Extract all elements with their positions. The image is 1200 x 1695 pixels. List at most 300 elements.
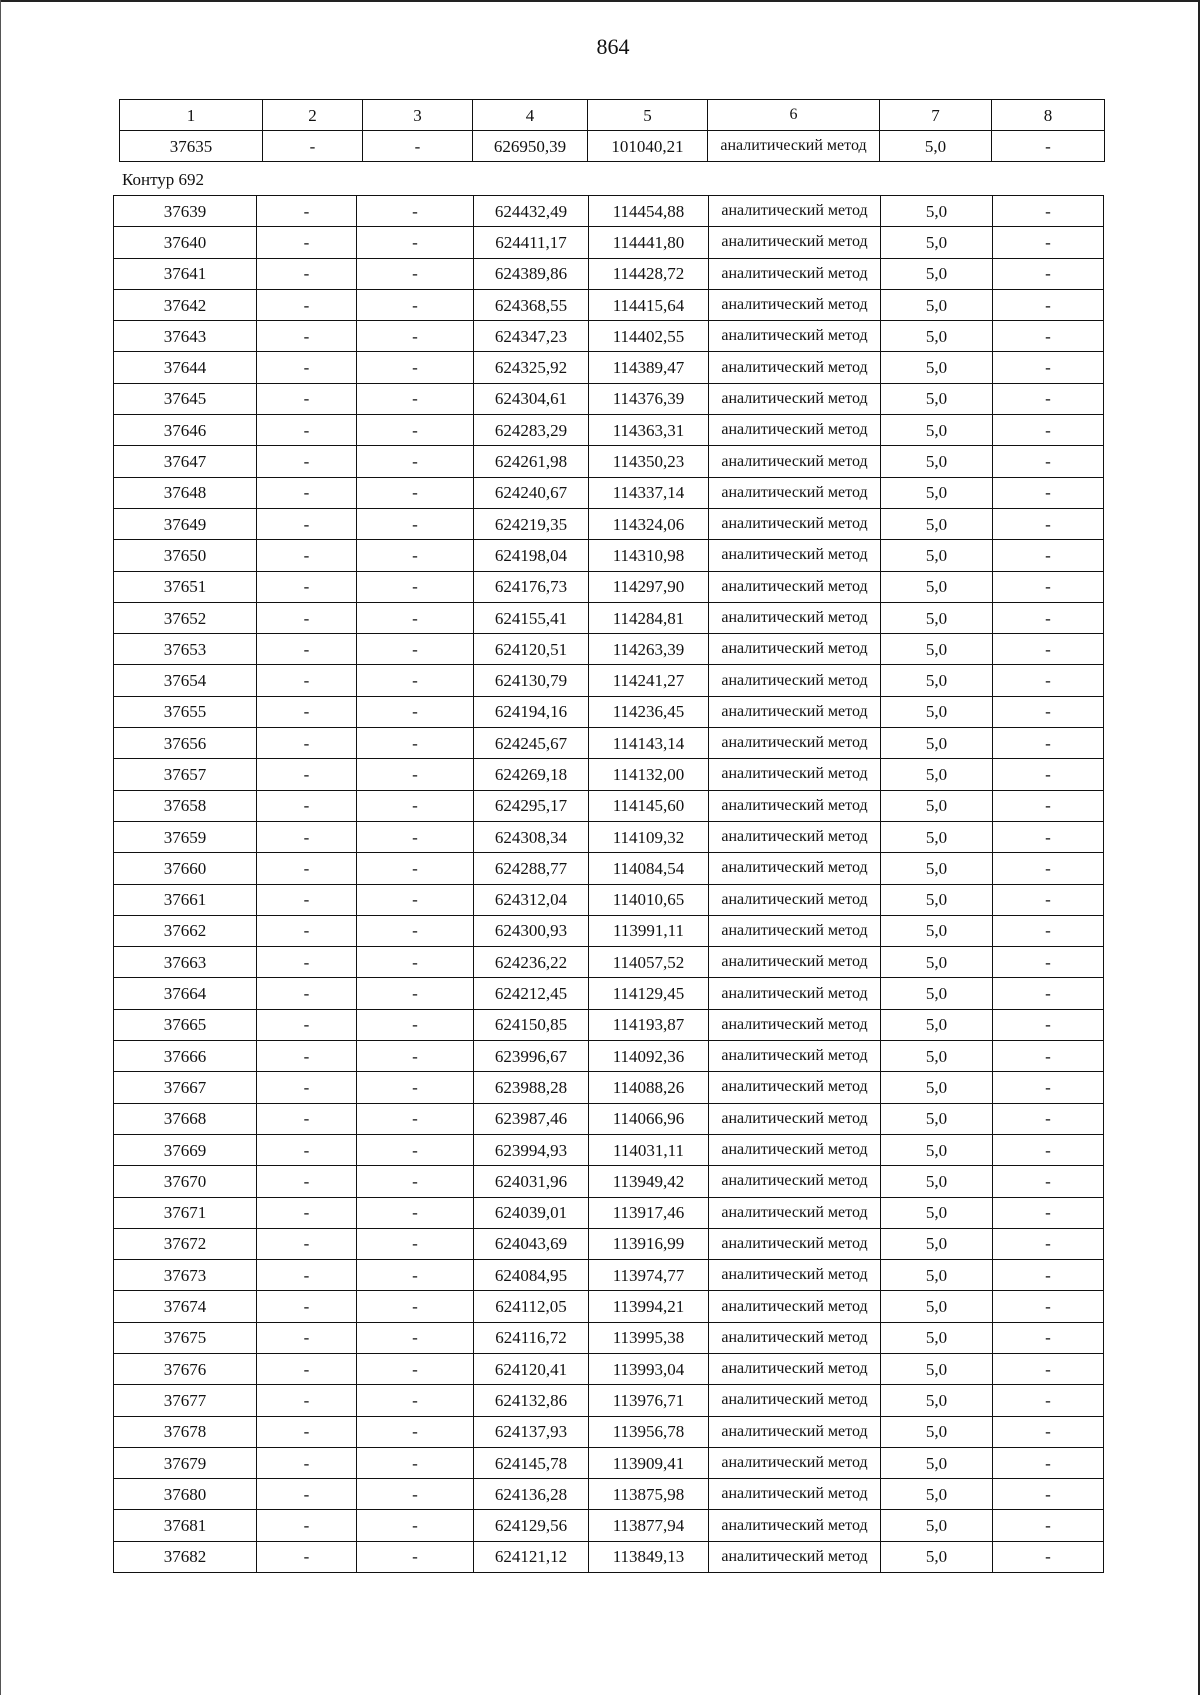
- table-cell-col8: -: [993, 1479, 1104, 1510]
- table-row: [114, 508, 1104, 539]
- table-cell-col4: 624269,18: [474, 759, 589, 790]
- table-cell-col7: 5,0: [881, 571, 993, 602]
- table-cell-col4: 624368,55: [474, 289, 589, 320]
- table-cell-col4: 624198,04: [474, 540, 589, 571]
- table-cell-col2: -: [257, 571, 357, 602]
- table-cell-col5: 114241,27: [589, 665, 709, 696]
- table-cell-col8: -: [993, 1322, 1104, 1353]
- table-cell-col4: 624389,86: [474, 258, 589, 289]
- table-row: [114, 728, 1104, 759]
- table-cell-col6: аналитический метод: [709, 1322, 881, 1353]
- table-cell-col2: -: [257, 289, 357, 320]
- table-cell-col2: -: [257, 696, 357, 727]
- table-cell-col4: 624031,96: [474, 1166, 589, 1197]
- table-cell-col8: -: [993, 1385, 1104, 1416]
- table-cell-col3: -: [357, 415, 474, 446]
- table-cell-col5: 114337,14: [589, 477, 709, 508]
- table-cell-col6: аналитический метод: [709, 821, 881, 852]
- table-cell-col3: -: [357, 1416, 474, 1447]
- table-cell-col6: аналитический метод: [709, 321, 881, 352]
- table-cell-col1: 37665: [114, 1009, 257, 1040]
- table-cell-col6: аналитический метод: [709, 884, 881, 915]
- table-cell-col5: 114454,88: [589, 196, 709, 227]
- table-cell-col5: 114066,96: [589, 1103, 709, 1134]
- table-cell-col1: 37679: [114, 1447, 257, 1478]
- table-cell-col8: -: [993, 884, 1104, 915]
- table-cell-col3: -: [357, 1322, 474, 1353]
- table-cell-col8: -: [993, 477, 1104, 508]
- table-row: [114, 947, 1104, 978]
- table-cell-col5: 114010,65: [589, 884, 709, 915]
- coordinates-table: [113, 195, 1104, 1573]
- table-cell-col4: 626950,39: [473, 131, 588, 162]
- table-cell-col6: аналитический метод: [709, 446, 881, 477]
- table-cell-col6: аналитический метод: [709, 289, 881, 320]
- table-cell-col3: -: [357, 383, 474, 414]
- table-cell-col7: 7: [880, 100, 992, 131]
- table-row: [114, 352, 1104, 383]
- table-cell-col5: 114310,98: [589, 540, 709, 571]
- table-cell-col2: -: [257, 196, 357, 227]
- table-cell-col2: -: [257, 665, 357, 696]
- table-cell-col6: аналитический метод: [709, 477, 881, 508]
- table-cell-col6: аналитический метод: [709, 602, 881, 633]
- table-cell-col7: 5,0: [881, 540, 993, 571]
- table-cell-col4: 624283,29: [474, 415, 589, 446]
- table-cell-col8: -: [993, 665, 1104, 696]
- table-cell-col1: 37647: [114, 446, 257, 477]
- table-row: [114, 1353, 1104, 1384]
- table-cell-col5: 114236,45: [589, 696, 709, 727]
- table-cell-col2: -: [263, 131, 363, 162]
- table-cell-col6: аналитический метод: [709, 1166, 881, 1197]
- table-cell-col6: аналитический метод: [709, 508, 881, 539]
- table-cell-col1: 37668: [114, 1103, 257, 1134]
- table-row: [114, 1479, 1104, 1510]
- table-cell-col5: 114402,55: [589, 321, 709, 352]
- table-cell-col5: 114297,90: [589, 571, 709, 602]
- table-cell-col5: 5: [588, 100, 708, 131]
- table-cell-col2: -: [257, 1260, 357, 1291]
- table-row: [114, 1072, 1104, 1103]
- table-cell-col2: -: [257, 446, 357, 477]
- table-row: [114, 540, 1104, 571]
- table-cell-col7: 5,0: [881, 1072, 993, 1103]
- table-cell-col7: 5,0: [881, 1166, 993, 1197]
- table-cell-col6: 6: [708, 100, 880, 131]
- table-cell-col7: 5,0: [880, 131, 992, 162]
- table-cell-col7: 5,0: [881, 1447, 993, 1478]
- table-cell-col1: 37645: [114, 383, 257, 414]
- table-row: [114, 1322, 1104, 1353]
- table-row: [114, 1447, 1104, 1478]
- table-cell-col3: -: [357, 728, 474, 759]
- table-cell-col5: 113875,98: [589, 1479, 709, 1510]
- table-cell-col1: 37660: [114, 853, 257, 884]
- table-cell-col1: 37663: [114, 947, 257, 978]
- table-cell-col8: -: [993, 1041, 1104, 1072]
- table-row: [114, 1134, 1104, 1165]
- table-cell-col2: -: [257, 1072, 357, 1103]
- table-cell-col7: 5,0: [881, 321, 993, 352]
- table-cell-col1: 37681: [114, 1510, 257, 1541]
- table-cell-col2: -: [257, 227, 357, 258]
- table-cell-col1: 37646: [114, 415, 257, 446]
- table-cell-col2: -: [257, 1197, 357, 1228]
- table-row: [114, 1041, 1104, 1072]
- table-cell-col1: 37651: [114, 571, 257, 602]
- table-row: [114, 1385, 1104, 1416]
- table-cell-col3: -: [357, 258, 474, 289]
- table-cell-col8: -: [993, 540, 1104, 571]
- table-cell-col5: 114129,45: [589, 978, 709, 1009]
- table-cell-col2: -: [257, 1041, 357, 1072]
- table-cell-col8: -: [993, 1228, 1104, 1259]
- table-cell-col4: 624112,05: [474, 1291, 589, 1322]
- table-cell-col7: 5,0: [881, 1479, 993, 1510]
- table-cell-col3: -: [357, 352, 474, 383]
- table-cell-col7: 5,0: [881, 1291, 993, 1322]
- table-cell-col2: -: [257, 415, 357, 446]
- table-cell-col2: -: [257, 1228, 357, 1259]
- table-cell-col8: -: [993, 759, 1104, 790]
- table-row: [114, 602, 1104, 633]
- scan-border-left: [0, 0, 1, 1695]
- table-cell-col4: 624130,79: [474, 665, 589, 696]
- table-cell-col3: -: [357, 1353, 474, 1384]
- table-cell-col5: 113949,42: [589, 1166, 709, 1197]
- table-cell-col3: -: [357, 853, 474, 884]
- table-cell-col1: 37669: [114, 1134, 257, 1165]
- table-cell-col5: 114109,32: [589, 821, 709, 852]
- table-cell-col7: 5,0: [881, 821, 993, 852]
- table-cell-col6: аналитический метод: [709, 1197, 881, 1228]
- table-cell-col4: 624304,61: [474, 383, 589, 414]
- table-cell-col3: -: [357, 1134, 474, 1165]
- table-cell-col7: 5,0: [881, 696, 993, 727]
- table-cell-col8: -: [993, 571, 1104, 602]
- table-cell-col3: -: [357, 1166, 474, 1197]
- table-cell-col7: 5,0: [881, 227, 993, 258]
- table-cell-col7: 5,0: [881, 196, 993, 227]
- table-cell-col4: 624039,01: [474, 1197, 589, 1228]
- table-cell-col7: 5,0: [881, 978, 993, 1009]
- table-cell-col2: -: [257, 477, 357, 508]
- table-cell-col1: 37661: [114, 884, 257, 915]
- table-cell-col6: аналитический метод: [709, 1041, 881, 1072]
- table-cell-col6: аналитический метод: [709, 1103, 881, 1134]
- table-cell-col6: аналитический метод: [709, 1353, 881, 1384]
- table-cell-col5: 114143,14: [589, 728, 709, 759]
- table-cell-col7: 5,0: [881, 884, 993, 915]
- table-cell-col2: -: [257, 1353, 357, 1384]
- table-row: [114, 1228, 1104, 1259]
- table-cell-col7: 5,0: [881, 1385, 993, 1416]
- table-cell-col5: 114363,31: [589, 415, 709, 446]
- table-row: [114, 821, 1104, 852]
- table-cell-col6: аналитический метод: [709, 1510, 881, 1541]
- table-cell-col8: -: [993, 196, 1104, 227]
- table-cell-col3: -: [357, 1291, 474, 1322]
- table-cell-col5: 113909,41: [589, 1447, 709, 1478]
- table-cell-col4: 624347,23: [474, 321, 589, 352]
- table-cell-col4: 624240,67: [474, 477, 589, 508]
- table-cell-col3: -: [357, 1479, 474, 1510]
- table-cell-col4: 624432,49: [474, 196, 589, 227]
- table-row: [114, 571, 1104, 602]
- table-cell-col2: -: [257, 853, 357, 884]
- table-cell-col8: -: [993, 1541, 1104, 1572]
- table-row: [114, 790, 1104, 821]
- table-cell-col7: 5,0: [881, 1197, 993, 1228]
- table-cell-col3: -: [357, 1385, 474, 1416]
- table-cell-col8: -: [993, 1197, 1104, 1228]
- table-cell-col4: 624236,22: [474, 947, 589, 978]
- table-cell-col2: -: [257, 1541, 357, 1572]
- table-row: [114, 1541, 1104, 1572]
- table-cell-col2: -: [257, 1416, 357, 1447]
- table-cell-col6: аналитический метод: [709, 759, 881, 790]
- table-cell-col5: 113991,11: [589, 915, 709, 946]
- table-cell-col3: -: [357, 508, 474, 539]
- table-cell-col4: 624308,34: [474, 821, 589, 852]
- table-cell-col7: 5,0: [881, 1541, 993, 1572]
- table-cell-col2: -: [257, 1103, 357, 1134]
- table-cell-col7: 5,0: [881, 665, 993, 696]
- table-cell-col1: 37654: [114, 665, 257, 696]
- table-cell-col1: 37659: [114, 821, 257, 852]
- table-cell-col5: 113994,21: [589, 1291, 709, 1322]
- table-cell-col3: -: [357, 1197, 474, 1228]
- table-cell-col3: -: [357, 477, 474, 508]
- table-cell-col4: 624312,04: [474, 884, 589, 915]
- table-cell-col1: 37677: [114, 1385, 257, 1416]
- table-cell-col1: 37672: [114, 1228, 257, 1259]
- table-cell-col6: аналитический метод: [709, 1072, 881, 1103]
- table-cell-col1: 37658: [114, 790, 257, 821]
- table-cell-col5: 114132,00: [589, 759, 709, 790]
- table-row: [114, 884, 1104, 915]
- table-cell-col4: 624288,77: [474, 853, 589, 884]
- table-cell-col6: аналитический метод: [709, 1541, 881, 1572]
- table-cell-col1: 37653: [114, 634, 257, 665]
- table-cell-col5: 114441,80: [589, 227, 709, 258]
- table-row: [114, 477, 1104, 508]
- table-cell-col2: -: [257, 540, 357, 571]
- table-cell-col4: 624150,85: [474, 1009, 589, 1040]
- table-row: [114, 915, 1104, 946]
- table-cell-col5: 114415,64: [589, 289, 709, 320]
- table-cell-col8: -: [992, 131, 1105, 162]
- table-cell-col8: -: [993, 821, 1104, 852]
- table-cell-col6: аналитический метод: [709, 227, 881, 258]
- table-cell-col8: -: [993, 696, 1104, 727]
- table-row: [114, 978, 1104, 1009]
- table-cell-col3: -: [357, 1541, 474, 1572]
- table-row: [114, 258, 1104, 289]
- table-row: [114, 1009, 1104, 1040]
- table-cell-col7: 5,0: [881, 477, 993, 508]
- table-cell-col5: 114057,52: [589, 947, 709, 978]
- table-cell-col4: 624043,69: [474, 1228, 589, 1259]
- table-row: [114, 227, 1104, 258]
- table-cell-col8: -: [993, 728, 1104, 759]
- table-cell-col3: -: [357, 446, 474, 477]
- table-cell-col8: -: [993, 508, 1104, 539]
- table-cell-col1: 37667: [114, 1072, 257, 1103]
- table-row: [114, 665, 1104, 696]
- table-cell-col6: аналитический метод: [709, 383, 881, 414]
- table-cell-col8: -: [993, 978, 1104, 1009]
- table-cell-col8: -: [993, 1510, 1104, 1541]
- table-cell-col2: -: [257, 790, 357, 821]
- table-cell-col1: 37635: [120, 131, 263, 162]
- table-cell-col4: 624194,16: [474, 696, 589, 727]
- table-cell-col5: 113993,04: [589, 1353, 709, 1384]
- table-cell-col3: -: [357, 884, 474, 915]
- table-cell-col2: -: [257, 1322, 357, 1353]
- table-cell-col1: 37666: [114, 1041, 257, 1072]
- table-cell-col7: 5,0: [881, 1228, 993, 1259]
- table-cell-col3: -: [357, 1228, 474, 1259]
- table-cell-col1: 37639: [114, 196, 257, 227]
- table-cell-col6: аналитический метод: [709, 728, 881, 759]
- table-cell-col7: 5,0: [881, 634, 993, 665]
- table-cell-col8: -: [993, 634, 1104, 665]
- table-cell-col5: 113976,71: [589, 1385, 709, 1416]
- table-cell-col4: 4: [473, 100, 588, 131]
- table-cell-col7: 5,0: [881, 728, 993, 759]
- table-cell-col1: 37649: [114, 508, 257, 539]
- table-row: [120, 131, 1105, 162]
- table-cell-col8: -: [993, 1416, 1104, 1447]
- table-cell-col3: -: [357, 289, 474, 320]
- contour-label: Контур 692: [122, 170, 205, 189]
- table-cell-col2: -: [257, 884, 357, 915]
- table-cell-col3: -: [357, 634, 474, 665]
- table-cell-col6: аналитический метод: [709, 1228, 881, 1259]
- table-cell-col7: 5,0: [881, 947, 993, 978]
- table-cell-col1: 37662: [114, 915, 257, 946]
- table-cell-col3: -: [357, 665, 474, 696]
- table-cell-col8: -: [993, 1072, 1104, 1103]
- table-cell-col1: 37652: [114, 602, 257, 633]
- table-row: [114, 196, 1104, 227]
- table-cell-col2: -: [257, 383, 357, 414]
- table-cell-col3: -: [357, 602, 474, 633]
- table-cell-col8: -: [993, 853, 1104, 884]
- table-row: [114, 1197, 1104, 1228]
- table-cell-col7: 5,0: [881, 915, 993, 946]
- table-cell-col2: -: [257, 508, 357, 539]
- page-number: 864: [596, 34, 630, 59]
- table-cell-col8: -: [993, 915, 1104, 946]
- table-cell-col2: -: [257, 1479, 357, 1510]
- table-cell-col7: 5,0: [881, 1260, 993, 1291]
- table-row: [114, 634, 1104, 665]
- table-cell-col2: -: [257, 1447, 357, 1478]
- table-cell-col3: -: [357, 821, 474, 852]
- table-row: [114, 1260, 1104, 1291]
- table-row: [114, 853, 1104, 884]
- table-cell-col1: 37682: [114, 1541, 257, 1572]
- table-row: [114, 289, 1104, 320]
- table-cell-col8: -: [993, 790, 1104, 821]
- table-cell-col3: -: [357, 227, 474, 258]
- table-cell-col7: 5,0: [881, 853, 993, 884]
- table-cell-col1: 37642: [114, 289, 257, 320]
- table-cell-col2: -: [257, 1385, 357, 1416]
- table-cell-col1: 37671: [114, 1197, 257, 1228]
- table-cell-col1: 37675: [114, 1322, 257, 1353]
- table-cell-col8: -: [993, 1353, 1104, 1384]
- table-header-row: [120, 100, 1105, 131]
- table-cell-col8: -: [993, 1447, 1104, 1478]
- table-cell-col1: 37676: [114, 1353, 257, 1384]
- table-cell-col5: 114428,72: [589, 258, 709, 289]
- table-cell-col7: 5,0: [881, 258, 993, 289]
- table-cell-col4: 623987,46: [474, 1103, 589, 1134]
- table-cell-col5: 113877,94: [589, 1510, 709, 1541]
- table-cell-col6: аналитический метод: [709, 1385, 881, 1416]
- table-cell-col7: 5,0: [881, 415, 993, 446]
- table-cell-col2: -: [257, 1291, 357, 1322]
- table-cell-col6: аналитический метод: [709, 790, 881, 821]
- table-cell-col7: 5,0: [881, 352, 993, 383]
- table-cell-col1: 37650: [114, 540, 257, 571]
- table-cell-col8: -: [993, 415, 1104, 446]
- table-cell-col8: -: [993, 383, 1104, 414]
- table-cell-col2: -: [257, 258, 357, 289]
- table-cell-col4: 623994,93: [474, 1134, 589, 1165]
- table-cell-col5: 114031,11: [589, 1134, 709, 1165]
- table-cell-col6: аналитический метод: [709, 1009, 881, 1040]
- table-cell-col5: 114376,39: [589, 383, 709, 414]
- table-cell-col2: -: [257, 915, 357, 946]
- table-cell-col2: -: [257, 1166, 357, 1197]
- table-cell-col5: 114350,23: [589, 446, 709, 477]
- table-cell-col1: 37674: [114, 1291, 257, 1322]
- table-cell-col7: 5,0: [881, 1134, 993, 1165]
- table-cell-col2: -: [257, 1009, 357, 1040]
- table-cell-col2: -: [257, 634, 357, 665]
- table-cell-col1: 37643: [114, 321, 257, 352]
- table-cell-col2: -: [257, 759, 357, 790]
- table-cell-col7: 5,0: [881, 1416, 993, 1447]
- table-cell-col6: аналитический метод: [709, 853, 881, 884]
- table-cell-col1: 37648: [114, 477, 257, 508]
- table-cell-col5: 113956,78: [589, 1416, 709, 1447]
- table-cell-col8: -: [993, 602, 1104, 633]
- table-cell-col5: 114193,87: [589, 1009, 709, 1040]
- table-cell-col6: аналитический метод: [709, 540, 881, 571]
- table-row: [114, 1103, 1104, 1134]
- table-cell-col1: 37678: [114, 1416, 257, 1447]
- table-cell-col6: аналитический метод: [709, 1416, 881, 1447]
- table-cell-col4: 624145,78: [474, 1447, 589, 1478]
- table-cell-col6: аналитический метод: [709, 1447, 881, 1478]
- table-cell-col7: 5,0: [881, 759, 993, 790]
- table-cell-col4: 624261,98: [474, 446, 589, 477]
- table-cell-col4: 624121,12: [474, 1541, 589, 1572]
- table-cell-col8: -: [993, 1166, 1104, 1197]
- table-cell-col8: -: [993, 227, 1104, 258]
- table-cell-col3: -: [363, 131, 473, 162]
- table-row: [114, 1166, 1104, 1197]
- table-cell-col4: 624411,17: [474, 227, 589, 258]
- table-cell-col5: 114389,47: [589, 352, 709, 383]
- table-cell-col1: 37657: [114, 759, 257, 790]
